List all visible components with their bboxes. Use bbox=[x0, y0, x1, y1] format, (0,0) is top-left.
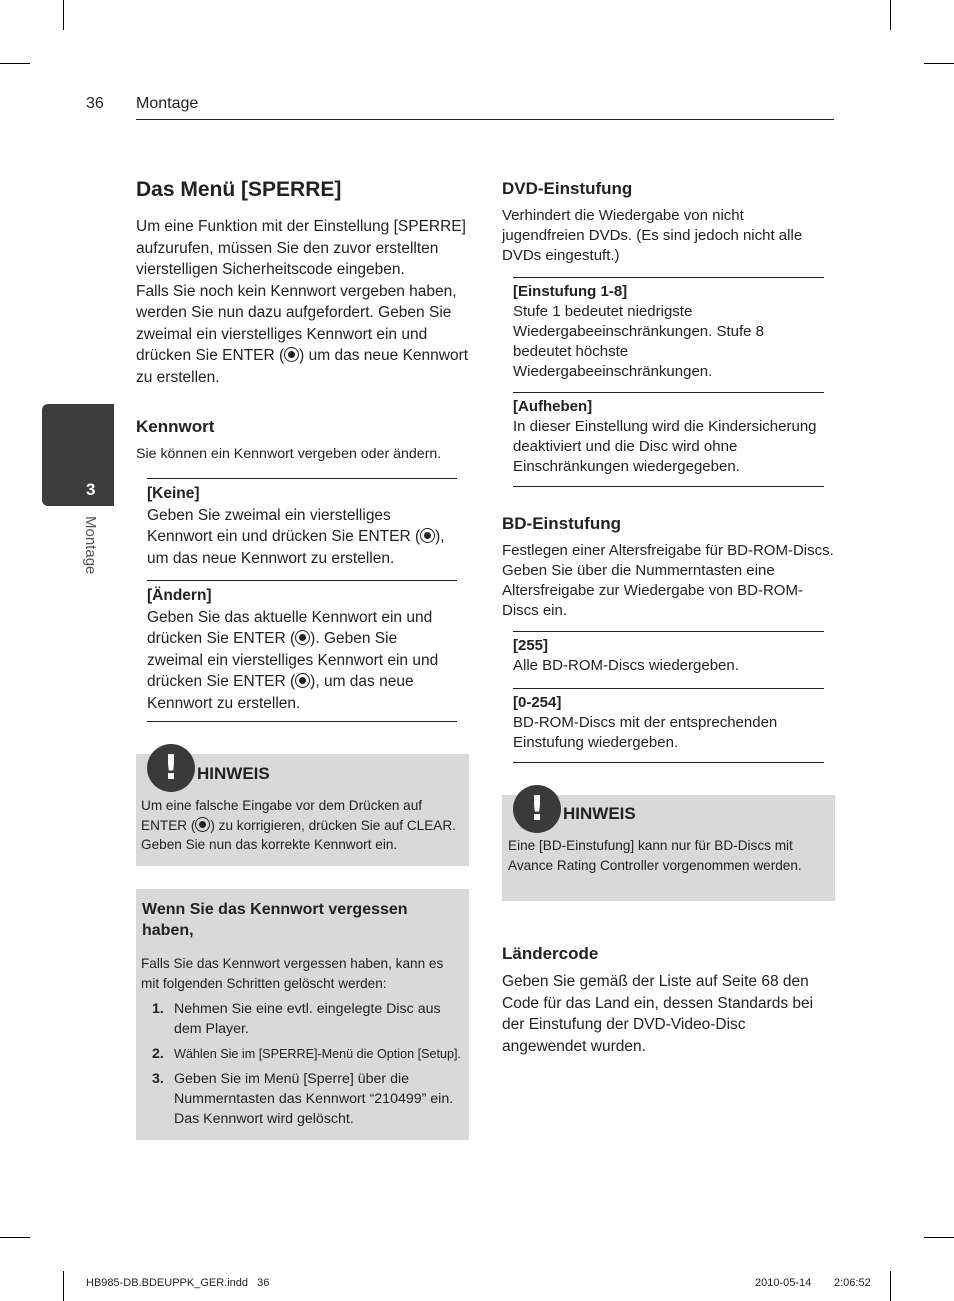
step-item bbox=[136, 1069, 466, 1129]
step-item bbox=[136, 999, 466, 1039]
enter-icon bbox=[195, 817, 210, 832]
divider bbox=[513, 392, 824, 393]
kennwort-desc: Sie können ein Kennwort vergeben oder ändern. bbox=[136, 446, 442, 462]
page-number: 36 bbox=[86, 95, 104, 112]
step-item bbox=[136, 1044, 466, 1064]
option-aufheben: [Aufheben] In dieser Einstellung wird die Kindersicherung deaktiviert und die Disc wird ohne Einschränkungen wiedergegeben. bbox=[513, 398, 817, 475]
header-rule bbox=[136, 119, 834, 120]
crop-mark bbox=[63, 0, 64, 30]
note-text: Um eine falsche Eingabe vor dem Drücken auf ENTER ( ) zu korrigieren, drücken Sie auf CLEAR. Geben Sie nun das korrekte Kennwort ein. bbox=[141, 798, 456, 852]
exclamation-icon: ! bbox=[147, 744, 195, 792]
step-text: Geben Sie im Menü [Sperre] über die Nummerntasten das Kennwort “210499” ein. Das Kennwort wird gelöscht. bbox=[174, 1071, 454, 1127]
divider bbox=[513, 277, 824, 278]
forgot-desc: Falls Sie das Kennwort vergessen haben, kann es mit folgenden Schritten gelöscht werden: bbox=[141, 956, 444, 991]
divider bbox=[513, 631, 824, 632]
divider bbox=[513, 688, 824, 689]
note-label: HINWEIS bbox=[563, 804, 636, 823]
intro-text: Um eine Funktion mit der Einstellung [SPERRE] aufzurufen, müssen Sie den zuvor erstellten vierstelligen Sicherheitscode eingeben. Falls Sie noch kein Kennwort vergeben haben, werden Sie nun dazu aufgefordert. Geben Sie zweimal ein vierstelliges Kennwort ein und drücken Sie ENTER ( ) um das neue Kennwort zu erstellen. bbox=[136, 218, 469, 386]
option-aendern: [Ändern] Geben Sie das aktuelle Kennwort ein und drücken Sie ENTER ( ). Geben Sie zweimal ein vierstelliges Kennwort ein und drücken Sie ENTER ( ), um das neue Kennwort zu erstellen. bbox=[147, 587, 439, 712]
crop-mark bbox=[63, 1271, 64, 1301]
dvd-desc: Verhindert die Wiedergabe von nicht jugendfreien DVDs. (Es sind jedoch nicht alle DVDs eingestuft.) bbox=[502, 207, 803, 264]
enter-icon bbox=[295, 673, 310, 688]
step-number: 3. bbox=[152, 1071, 164, 1087]
exclamation-icon: ! bbox=[513, 785, 561, 833]
option-0-254: [0-254] BD-ROM-Discs mit der entsprechenden Einstufung wiedergeben. bbox=[513, 694, 778, 751]
bd-heading: BD-Einstufung bbox=[502, 514, 621, 533]
enter-icon bbox=[420, 528, 435, 543]
bd-desc: Festlegen einer Altersfreigabe für BD-ROM-Discs. Geben Sie über die Nummerntasten eine Altersfreigabe zur Wiedergabe von BD-ROM-Discs ein. bbox=[502, 542, 834, 619]
crop-mark bbox=[890, 1271, 891, 1301]
crop-mark bbox=[890, 0, 891, 30]
chapter-number: 3 bbox=[86, 480, 96, 499]
kennwort-heading: Kennwort bbox=[136, 417, 215, 436]
crop-mark bbox=[0, 1237, 30, 1238]
footer-time: 2:06:52 bbox=[834, 1277, 871, 1289]
enter-icon bbox=[284, 347, 299, 362]
crop-mark bbox=[0, 63, 30, 64]
divider bbox=[513, 762, 824, 763]
divider bbox=[513, 486, 824, 487]
divider bbox=[147, 721, 457, 722]
chapter-tab bbox=[42, 404, 114, 506]
note-text: Eine [BD-Einstufung] kann nur für BD-Discs mit Avance Rating Controller vorgenommen werden. bbox=[508, 838, 802, 873]
page-heading: Das Menü [SPERRE] bbox=[136, 178, 342, 201]
crop-mark bbox=[924, 1237, 954, 1238]
divider bbox=[147, 580, 457, 581]
footer-file: HB985-DB.BDEUPPK_GER.indd 36 bbox=[86, 1277, 270, 1289]
chapter-label: Montage bbox=[82, 516, 99, 575]
divider bbox=[147, 478, 457, 479]
forgot-heading: Wenn Sie das Kennwort vergessen haben, bbox=[142, 901, 408, 939]
footer-date: 2010-05-14 bbox=[755, 1277, 812, 1289]
step-text: Wählen Sie im [SPERRE]-Menü die Option [Setup]. bbox=[174, 1047, 461, 1061]
crop-mark bbox=[924, 63, 954, 64]
option-einstufung: [Einstufung 1-8] Stufe 1 bedeutet niedrigste Wiedergabeeinschränkungen. Stufe 8 bedeutet höchste Wiedergabeeinschränkungen. bbox=[513, 283, 765, 380]
note-label: HINWEIS bbox=[197, 764, 270, 783]
option-keine: [Keine] Geben Sie zweimal ein vierstelliges Kennwort ein und drücken Sie ENTER ( ), um das neue Kennwort zu erstellen. bbox=[147, 485, 445, 567]
enter-icon bbox=[295, 630, 310, 645]
step-number: 2. bbox=[152, 1046, 164, 1062]
dvd-heading: DVD-Einstufung bbox=[502, 179, 633, 198]
section-title: Montage bbox=[136, 95, 199, 112]
option-255: [255] Alle BD-ROM-Discs wiedergeben. bbox=[513, 637, 739, 674]
laendercode-heading: Ländercode bbox=[502, 944, 599, 963]
laendercode-text: Geben Sie gemäß der Liste auf Seite 68 den Code für das Land ein, dessen Standards bei der Einstufung der DVD-Video-Disc angewendet wurden. bbox=[502, 973, 814, 1055]
step-number: 1. bbox=[152, 1001, 164, 1017]
step-text: Nehmen Sie eine evtl. eingelegte Disc aus dem Player. bbox=[174, 1001, 441, 1037]
step-list bbox=[136, 999, 466, 1134]
